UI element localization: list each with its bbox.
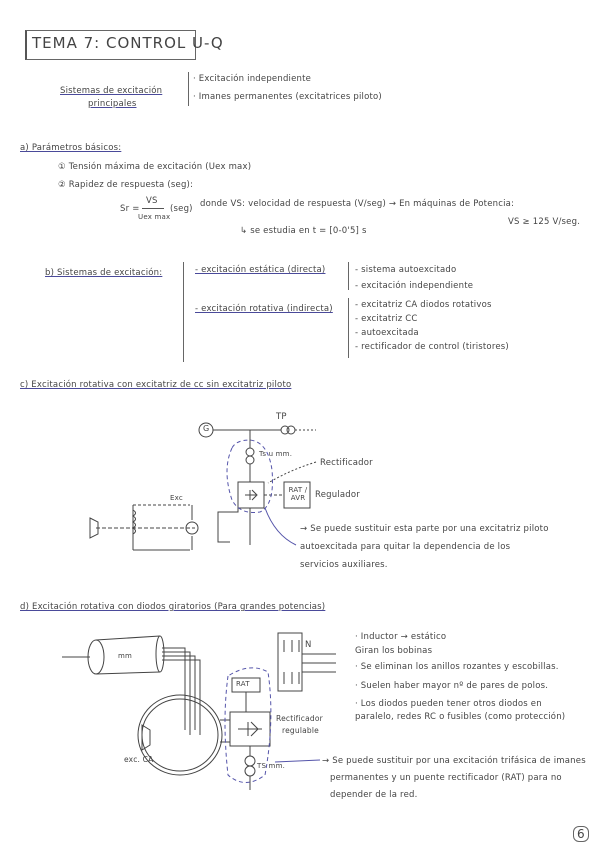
list-item: - excitatriz CA diodos rotativos <box>355 300 492 310</box>
exc-rotative: - excitación rotativa (indirecta) <box>195 304 333 314</box>
ts-label: TS mm. <box>257 762 286 770</box>
list-item: - excitatriz CC <box>355 314 418 324</box>
bullet: Giran los bobinas <box>355 646 433 656</box>
n-label: N <box>305 640 312 650</box>
note-line: → Se puede sustituir por una excitación trifásica de imanes <box>322 756 586 766</box>
bullet: · Suelen haber mayor nº de pares de polos. <box>355 681 549 691</box>
section-b-heading: b) Sistemas de excitación: <box>45 268 163 278</box>
generator-label: G <box>203 424 210 433</box>
formula-lhs: Sr = <box>120 204 140 214</box>
tp-label: TP <box>276 412 287 422</box>
rat-label: RAT <box>236 680 250 688</box>
section-d-heading: d) Excitación rotativa con diodos giratorios (Para grandes potencias) <box>20 602 326 612</box>
rectifier-label: Rectificador <box>276 714 323 723</box>
intro-item: · Imanes permanentes (excitatrices piloto) <box>193 92 382 102</box>
list-item: - rectificador de control (tiristores) <box>355 342 509 352</box>
list-item: - autoexcitada <box>355 328 419 338</box>
regulator-label: Regulador <box>315 490 360 500</box>
intro-label: Sistemas de excitación <box>60 86 163 96</box>
formula-note: ↳ se estudia en t = [0-0'5] s <box>240 226 367 236</box>
note-line: permanentes y un puente rectificador (RAT) para no <box>330 773 562 783</box>
bullet: · Los diodos pueden tener otros diodos en <box>355 699 542 709</box>
mm-label: mm <box>118 652 133 660</box>
section-a-heading: a) Parámetros básicos: <box>20 143 122 153</box>
list-item: - excitación independiente <box>355 281 474 291</box>
formula-vs: VS ≥ 125 V/seg. <box>508 217 581 227</box>
rectifier-label: Rectificador <box>320 458 373 468</box>
avr-label: RAT / AVR <box>288 486 308 502</box>
bullet: · Se eliminan los anillos rozantes y escobillas. <box>355 662 559 672</box>
section-c-heading: c) Excitación rotativa con excitatriz de cc sin excitatriz piloto <box>20 380 292 390</box>
bullet: · Inductor → estático <box>355 632 447 642</box>
formula-den: Uex max <box>138 213 171 221</box>
intro-label-2: principales <box>88 99 137 109</box>
param-2: ② Rapidez de respuesta (seg): <box>58 180 194 190</box>
param-1: ① Tensión máxima de excitación (Uex max) <box>58 162 252 172</box>
exc-label: Exc <box>170 494 183 502</box>
note-line: autoexcitada para quitar la dependencia de los <box>300 542 511 552</box>
formula-unit: (seg) <box>170 204 193 214</box>
exc-static: - excitación estática (directa) <box>195 265 326 275</box>
note-line: depender de la red. <box>330 790 418 800</box>
rectifier-label-2: regulable <box>282 726 319 735</box>
exc-ca-label: exc. CA <box>124 755 154 764</box>
intro-item: · Excitación independiente <box>193 74 312 84</box>
note-line: servicios auxiliares. <box>300 560 388 570</box>
formula-def: donde VS: velocidad de respuesta (V/seg) → En máquinas de Potencia: <box>200 199 515 209</box>
page-title: TEMA 7: CONTROL U-Q <box>32 34 224 52</box>
list-item: - sistema autoexcitado <box>355 265 457 275</box>
page-number: 6 <box>573 826 589 842</box>
formula-num: VS <box>146 196 158 206</box>
ts-label: Ts u mm. <box>259 450 293 458</box>
note-line: → Se puede sustituir esta parte por una excitatriz piloto <box>300 524 549 534</box>
bullet: paralelo, redes RC o fusibles (como protección) <box>355 712 566 722</box>
